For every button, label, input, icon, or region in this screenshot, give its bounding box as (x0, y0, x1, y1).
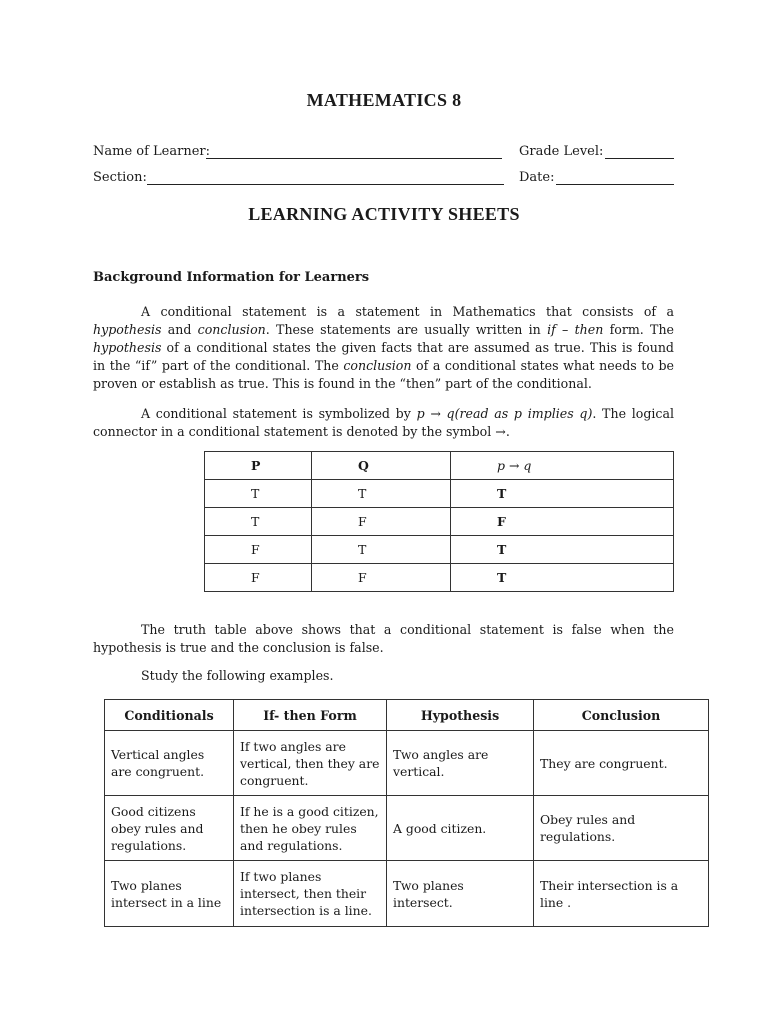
table-cell: Obey rules and regulations. (534, 796, 709, 861)
examples-header-conclusion: Conclusion (534, 700, 709, 731)
table-cell: F (205, 536, 312, 564)
table-cell: They are congruent. (534, 731, 709, 796)
truth-table-header-pq: p → q (451, 452, 674, 480)
table-cell: F (312, 564, 451, 592)
table-cell: F (312, 508, 451, 536)
grade-level-label: Grade Level: (519, 144, 604, 159)
section-field[interactable] (147, 170, 504, 185)
name-label: Name of Learner: (93, 144, 210, 159)
truth-table (204, 451, 674, 592)
table-cell: F (451, 508, 674, 536)
table-cell: F (205, 564, 312, 592)
table-row (205, 564, 674, 592)
section-label: Section: (93, 170, 147, 185)
table-cell: If he is a good citizen, then he obey rules and regulations. (234, 796, 387, 861)
table-row (105, 861, 709, 927)
table-cell: T (205, 508, 312, 536)
paragraph-intro: A conditional statement is a statement in Mathematics that consists of a hypothesis and conclusion. These statements are usually written in if – then form. The hypothesis of a conditional states the given facts that are assumed as true. This is found in the “if” part of the conditional. The conclusion of a conditional states what needs to be proven or establish as true. This is found in the “then” part of the conditional. (93, 304, 675, 391)
truth-table-header-q: Q (312, 452, 451, 480)
paragraph-study-examples: Study the following examples. (141, 668, 334, 683)
table-cell: Two planes intersect in a line (105, 861, 234, 927)
table-cell: Their intersection is a line . (534, 861, 709, 927)
truth-table-header (205, 452, 674, 480)
examples-header-hypothesis: Hypothesis (387, 700, 534, 731)
table-cell: Good citizens obey rules and regulations. (105, 796, 234, 861)
truth-table-header-p: P (205, 452, 312, 480)
table-cell: T (451, 536, 674, 564)
table-cell: Vertical angles are congruent. (105, 731, 234, 796)
table-cell: If two planes intersect, then their intersection is a line. (234, 861, 387, 927)
table-cell: T (205, 480, 312, 508)
examples-header-if-then: If- then Form (234, 700, 387, 731)
examples-header-conditionals: Conditionals (105, 700, 234, 731)
examples-table-header (105, 700, 709, 731)
date-label: Date: (519, 170, 555, 185)
table-cell: Two planes intersect. (387, 861, 534, 927)
table-row (105, 731, 709, 796)
table-row (205, 480, 674, 508)
date-field[interactable] (556, 170, 674, 185)
table-cell: A good citizen. (387, 796, 534, 861)
table-cell: T (451, 480, 674, 508)
table-cell: Two angles are vertical. (387, 731, 534, 796)
table-cell: T (312, 480, 451, 508)
table-row (105, 796, 709, 861)
grade-level-field[interactable] (605, 144, 674, 159)
paragraph-truth-explanation: The truth table above shows that a conditional statement is false when the hypothesis is true and the conclusion is false. (93, 622, 674, 655)
section-heading: Background Information for Learners (93, 270, 370, 285)
examples-table (104, 699, 709, 927)
paragraph-symbol: A conditional statement is symbolized by p → q(read as p implies q). The logical connector in a conditional statement is denoted by the symbol →. (93, 406, 674, 439)
page-title: MATHEMATICS 8 (306, 90, 462, 110)
table-cell: T (312, 536, 451, 564)
name-field[interactable] (206, 144, 502, 159)
table-cell: T (451, 564, 674, 592)
subtitle: LEARNING ACTIVITY SHEETS (248, 204, 520, 224)
table-cell: If two angles are vertical, then they are congruent. (234, 731, 387, 796)
table-row (205, 508, 674, 536)
table-row (205, 536, 674, 564)
